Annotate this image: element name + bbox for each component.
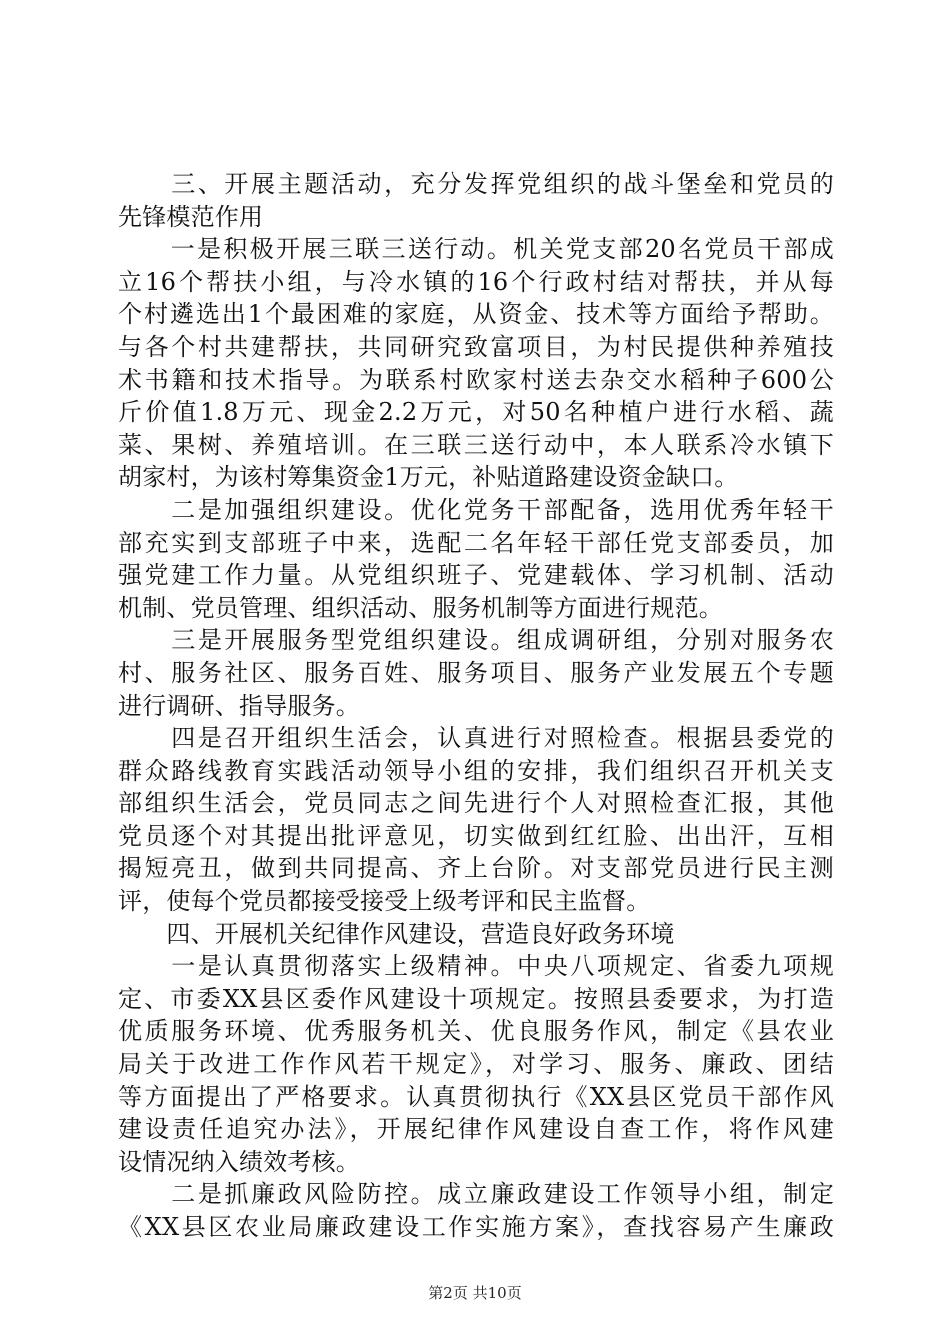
text-line: 揭短亮丑，做到共同提高、齐上台阶。对支部党员进行民主测: [118, 854, 834, 883]
text-line: 部充实到支部班子中来，选配二名年轻干部任党支部委员，加: [118, 528, 834, 557]
text-line: 进行调研、指导服务。: [118, 691, 360, 720]
text-line: 二是加强组织建设。优化党务干部配备，选用优秀年轻干: [118, 495, 834, 524]
text-line: 立16个帮扶小组，与冷水镇的16个行政村结对帮扶，并从每: [118, 267, 834, 296]
text-line: 设情况纳入绩效考核。: [118, 1147, 360, 1176]
text-line: 定、市委XX县区委作风建设十项规定。按照县委要求，为打造: [118, 984, 834, 1013]
text-line: 四是召开组织生活会，认真进行对照检查。根据县委党的: [118, 724, 834, 753]
text-line: 建设责任追究办法》，开展纪律作风建设自查工作，将作风建: [118, 1115, 834, 1144]
text-line: 《XX县区农业局廉政建设工作实施方案》，查找容易产生廉政: [118, 1213, 834, 1241]
text-line: 部组织生活会，党员同志之间先进行个人对照检查汇报，其他: [118, 789, 834, 818]
section-heading: 四、开展机关纪律作风建设，营造良好政务环境: [118, 919, 675, 948]
text-line: 三是开展服务型党组织建设。组成调研组，分别对服务农: [118, 626, 834, 655]
text-line: 机制、党员管理、组织活动、服务机制等方面进行规范。: [118, 593, 723, 622]
text-line: 强党建工作力量。从党组织班子、党建载体、学习机制、活动: [118, 561, 834, 590]
text-line: 党员逐个对其提出批评意见，切实做到红红脸、出出汗，互相: [118, 821, 834, 850]
text-line: 斤价值1.8万元、现金2.2万元，对50名种植户进行水稻、蔬: [118, 398, 834, 427]
text-line: 等方面提出了严格要求。认真贯彻执行《XX县区党员干部作风: [118, 1082, 834, 1111]
text-line: 优质服务环境、优秀服务机关、优良服务作风，制定《县农业: [118, 1017, 834, 1046]
text-line: 先锋模范作用: [118, 202, 264, 231]
text-line: 局关于改进工作作风若干规定》，对学习、服务、廉政、团结: [118, 1050, 834, 1079]
text-line: 个村遴选出1个最困难的家庭，从资金、技术等方面给予帮助。: [118, 300, 834, 329]
text-line: 胡家村，为该村筹集资金1万元，补贴道路建设资金缺口。: [118, 463, 739, 492]
page-number-footer: 第2页 共10页: [428, 1284, 522, 1302]
text-line: 二是抓廉政风险防控。成立廉政建设工作领导小组，制定: [118, 1180, 834, 1209]
text-line: 一是积极开展三联三送行动。机关党支部20名党员干部成: [118, 235, 834, 264]
document-body: [118, 168, 834, 1244]
text-line: 村、服务社区、服务百姓、服务项目、服务产业发展五个专题: [118, 658, 834, 687]
text-line: 术书籍和技术指导。为联系村欧家村送去杂交水稻种子600公: [118, 365, 834, 394]
text-line: 菜、果树、养殖培训。在三联三送行动中，本人联系冷水镇下: [118, 430, 834, 459]
text-line: 群众路线教育实践活动领导小组的安排，我们组织召开机关支: [118, 756, 834, 785]
text-line: 三、开展主题活动，充分发挥党组织的战斗堡垒和党员的: [118, 170, 834, 198]
text-line: 与各个村共建帮扶，共同研究致富项目，为村民提供种养殖技: [118, 332, 834, 361]
text-line: 评，使每个党员都接受接受上级考评和民主监督。: [118, 887, 651, 916]
text-line: 一是认真贯彻落实上级精神。中央八项规定、省委九项规: [118, 952, 834, 981]
